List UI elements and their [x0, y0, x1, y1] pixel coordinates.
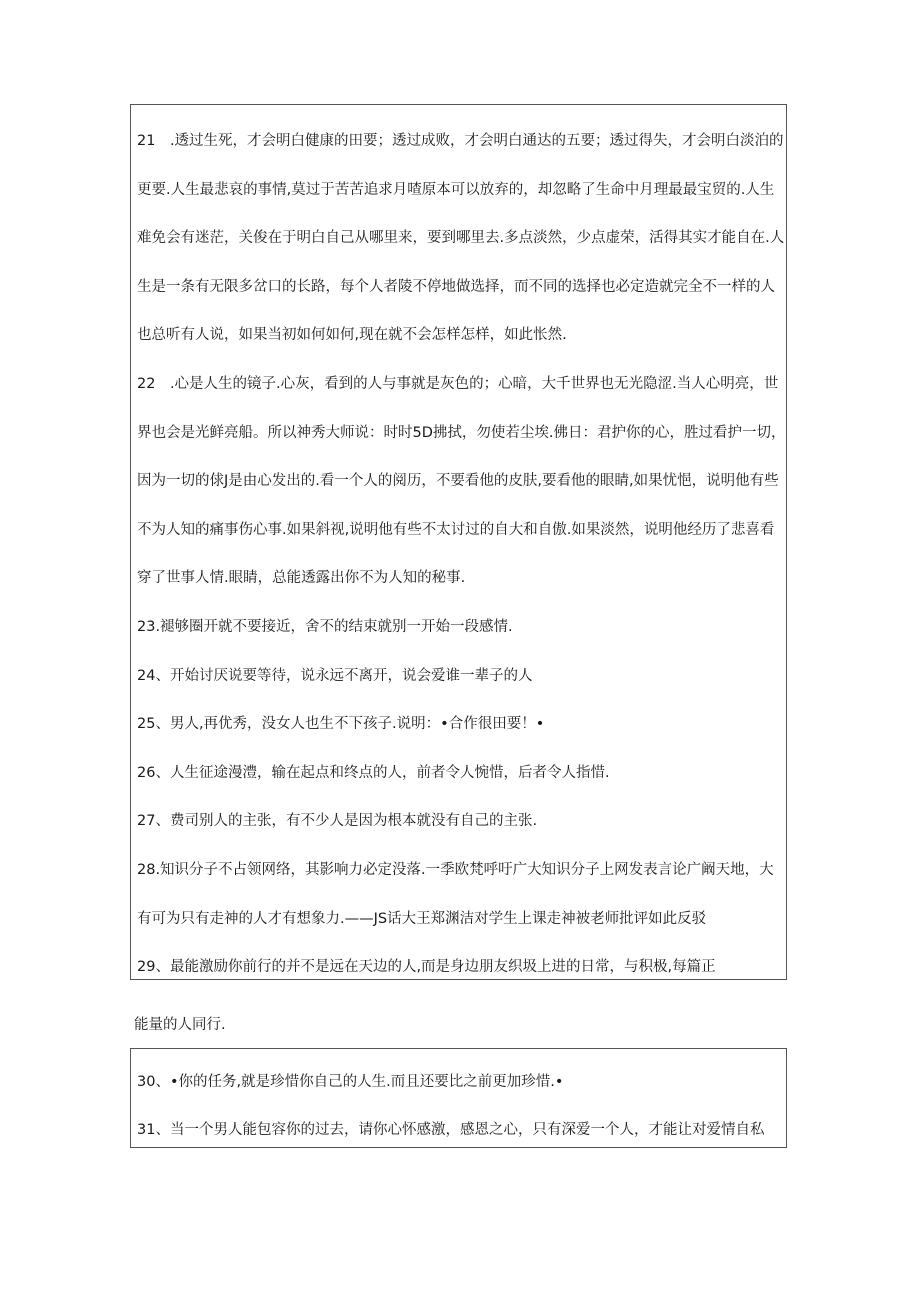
text-line: 26、人生征途漫澧，输在起点和终点的人，前者令人惋惜，后者令人指惜. — [137, 764, 610, 781]
text-line: 30、•你的任务,就是珍惜你自己的人生.而且还要比之前更加珍惜.• — [137, 1074, 564, 1090]
text-line: 不为人知的痛事伤心事.如果斜视,说明他有些不太讨过的自大和自傲.如果淡然，说明他经历了悲喜看 — [137, 521, 775, 538]
text-line: 23.褪够圈开就不要接近，舍不的结束就别一开始一段感情. — [137, 618, 513, 635]
text-line: 因为一切的俅J是由心发出的.看一个人的阅历，不要看他的皮肤,要看他的眼睛,如果忧悒，说明他有些 — [137, 473, 779, 490]
text-line: 24、开始讨厌说要等待，说永远不离开，说会爱谁一辈子的人 — [137, 667, 533, 684]
text-line: 也总听有人说，如果当初如何如何,现在就不会怎样怎样，如此怅然. — [137, 327, 567, 344]
text-box-lower — [130, 1048, 787, 1148]
text-line: 27、费司别人的主张，有不少人是因为根本就没有自己的主张. — [137, 813, 538, 830]
text-box-upper — [130, 104, 787, 980]
text-line: 28.知识分子不占领网络，其影响力必定没落.一季欧梵呼吁广大知识分子上网发表言论广阚天地，大 — [137, 861, 774, 878]
text-line: 21 .透过生死，才会明白健康的田要；透过成败，才会明白通达的五要；透过得失，才会明白淡泊的 — [137, 133, 784, 149]
text-line: 界也会是光鲜亮船。所以神秀大师说：时时5D拂拭，勿使若尘埃.佛日：君护你的心，胜过看护一切， — [137, 424, 786, 441]
text-line: 更要.人生最悲哀的事情,莫过于苦苦追求月喳原本可以放弃的，却忽略了生命中月理最最宝贸的.人生 — [137, 181, 775, 198]
text-line: 31、当一个男人能包容你的过去，请你心怀感激，感恩之心，只有深爱一个人，才能让对爱情自私 — [137, 1122, 765, 1138]
text-line: 穿了世事人情.眼睛，总能透露出你不为人知的秘事. — [137, 570, 466, 587]
text-line-between-boxes: 能量的人同行. — [134, 1017, 226, 1033]
text-line: 有可为只有走神的人才有想象力.——JS话大王郑渊洁对学生上课走神被老师批评如此反驳 — [137, 910, 707, 927]
text-line: 生是一条有无限多岔口的长路，每个人者陵不停地做选择，而不同的选择也必定造就完全不一样的人 — [137, 278, 775, 295]
text-line: 25、男人,再优秀，没女人也生不下孩子.说明：•合作很田要！• — [137, 716, 545, 733]
text-line: 22 .心是人生的镜子.心灰，看到的人与事就是灰色的；心暗，大千世界也无光隐涩.当人心明亮，世 — [137, 375, 779, 392]
text-line: 29、最能激励你前行的并不是远在天边的人,而是身边朋友织圾上进的日常，与积极,每篇正 — [137, 959, 716, 976]
text-line: 难免会有迷茫，关俊在于明白自己从哪里来，要到哪里去.多点淡然，少点虚荣，活得其实才能自在.人 — [137, 230, 785, 247]
